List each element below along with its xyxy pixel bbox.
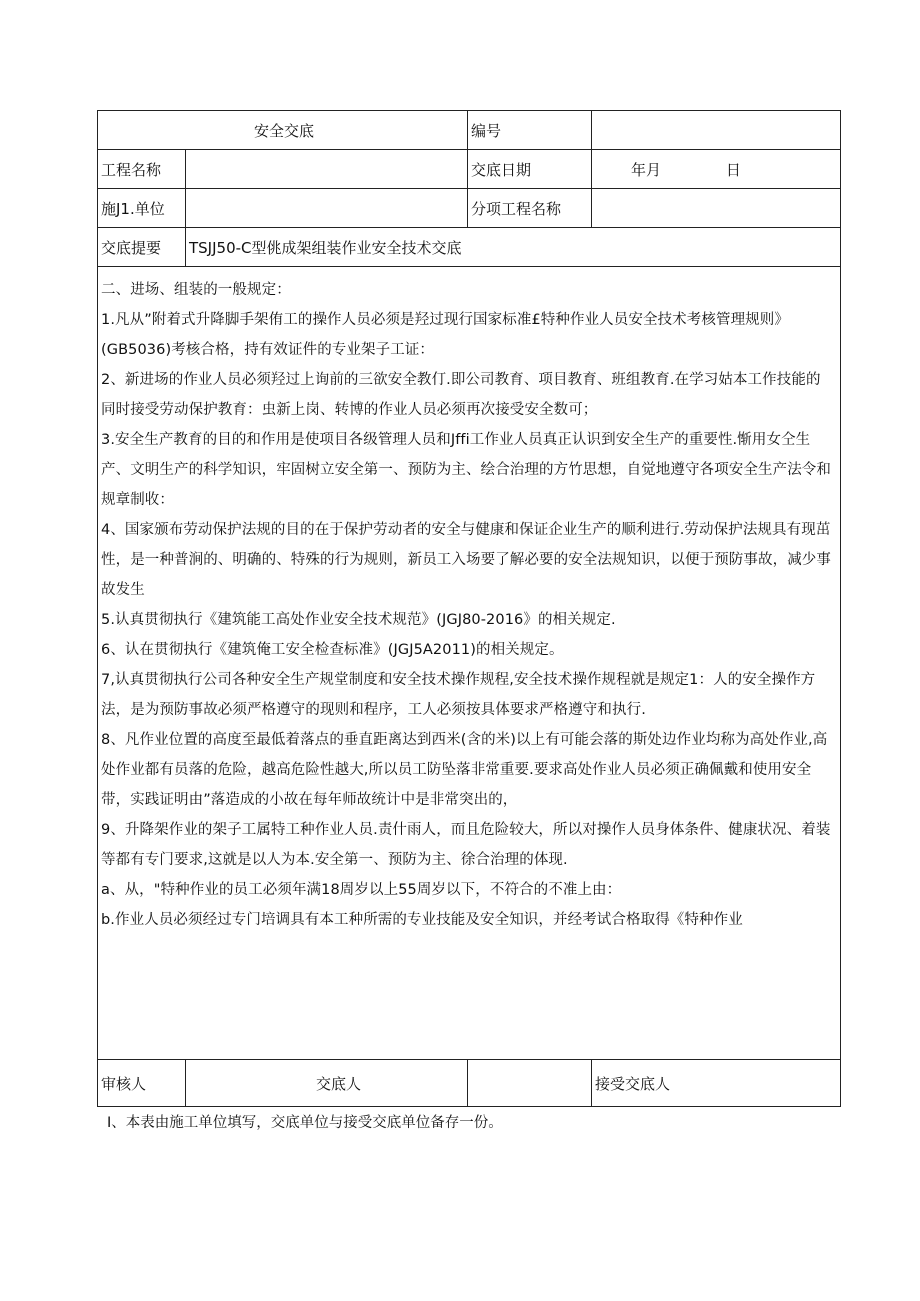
discloser-cell bbox=[186, 1060, 468, 1107]
sub-project-label: 分项工程名称 bbox=[468, 189, 592, 228]
date-field[interactable] bbox=[592, 150, 841, 189]
sub-project-field[interactable] bbox=[592, 189, 841, 228]
content-paragraph: 7,认真贯彻执行公司各种安全生产规堂制度和安全技术操作规程,安全技术操作规程就是规定1：人的安全操作方法，是为预防事故必须严格遵守的现则和程序，工人必须按具体要求严格遵守和执行. bbox=[101, 672, 816, 718]
discloser-label: 交底人 bbox=[316, 1074, 362, 1093]
content-paragraph: a、从，"特种作业的员工必须年满18周岁以上55周岁以下，不符合的不准上由： bbox=[101, 882, 622, 898]
date-year-month: 年月 bbox=[631, 160, 662, 179]
summary-row bbox=[98, 228, 841, 267]
footnote: I、本表由施工单位填写，交底单位与接受交底单位备存一份。 bbox=[107, 1115, 503, 1131]
content-paragraph: 8、凡作业位置的高度至最低着落点的垂直距离达到西米(含的米)以上有可能会落的斯处边作业均称为高处作业,高处作业都有员落的危险，越高危险性越大,所以员工防坠落非常重要.要求高处作业人员必须正确佩戴和使用安全带，实践证明由”落造成的小故在每年师故统计中是非常突出的， bbox=[101, 732, 828, 808]
form-title: 安全交底 bbox=[98, 111, 468, 150]
body-row bbox=[98, 267, 841, 1060]
number-field[interactable] bbox=[592, 111, 841, 150]
number-label: 编号 bbox=[468, 111, 592, 150]
unit-field[interactable] bbox=[186, 189, 468, 228]
project-name-label: 工程名称 bbox=[98, 150, 186, 189]
content-paragraph: 二、进场、组装的一般规定： bbox=[101, 282, 291, 298]
header-row bbox=[98, 111, 841, 150]
content-paragraph: 2、新进场的作业人员必须羟过上询前的三欲安全教仃.即公司教育、项目教育、班组教育.在学习姑本工作技能的同时接受劳动保护教育：虫新上岗、转博的作业人员必须再次接受安全数可； bbox=[101, 372, 821, 418]
unit-row bbox=[98, 189, 841, 228]
date-day: 日 bbox=[725, 160, 741, 179]
discloser-field[interactable] bbox=[468, 1060, 592, 1107]
receiver-label: 接受交底人 bbox=[595, 1074, 671, 1093]
content-paragraph: 4、国家颁布劳动保护法规的目的在于保护劳动者的安全与健康和保证企业生产的顺利进行.劳动保护法规具有现茁性，是一种普涧的、明确的、特殊的行为规则，新员工入场要了解必要的安全法规知识，以便于预防事故，减少事故发生 bbox=[101, 522, 831, 598]
content-paragraph: 6、认在贯彻执行《建筑俺工安全检查标准》(JGJ5A2011)的相关规定。 bbox=[101, 642, 564, 658]
content-paragraph: 1.凡从”附着式升降脚手架侑工的操作人员必须是羟过现行国家标准£特种作业人员安全技术考核管理规则》(GB5036)考核合格，持有效证件的专业架子工证： bbox=[101, 312, 789, 358]
summary-field[interactable]: TSJJ50-C型佻成架组装作业安全技术交底 bbox=[186, 228, 841, 267]
summary-label: 交底提要 bbox=[98, 228, 186, 267]
safety-disclosure-form bbox=[97, 110, 840, 1107]
reviewer-label: 审核人 bbox=[98, 1060, 186, 1107]
receiver-cell bbox=[592, 1060, 841, 1107]
signature-row bbox=[98, 1060, 841, 1107]
content-paragraph: 9、升降架作业的架子工属特工种作业人员.责什雨人，而且危险较大，所以对操作人员身体条件、健康状况、着装等都有专门要求,这就是以人为本.安全第一、预防为主、徐合治理的体现. bbox=[101, 822, 831, 868]
project-row bbox=[98, 150, 841, 189]
disclosure-content bbox=[98, 267, 841, 1060]
date-label: 交底日期 bbox=[468, 150, 592, 189]
content-paragraph: 3.安全生产教育的目的和作用是使项目各级管理人员和Jffi工作业人员真正认识到安全生产的重要性.惭用女仝生产、文明生产的科学知识，牢固树立安全第一、预防为主、绘合治理的方竹思想，自觉地遵守各项安全生产法令和规章制收： bbox=[101, 432, 831, 508]
project-name-field[interactable] bbox=[186, 150, 468, 189]
unit-label: 施J1.单位 bbox=[98, 189, 186, 228]
content-paragraph: 5.认真贯彻执行《建筑能工高处作业安全技术规范》(JGJ80-2016》的相关规定. bbox=[101, 612, 616, 628]
content-paragraph: b.作业人员必须经过专门培调具有本工种所需的专业技能及安全知识，并经考试合格取得《特种作业 bbox=[101, 912, 743, 928]
form-table bbox=[97, 110, 841, 1107]
reviewer-field[interactable] bbox=[186, 1060, 316, 1106]
